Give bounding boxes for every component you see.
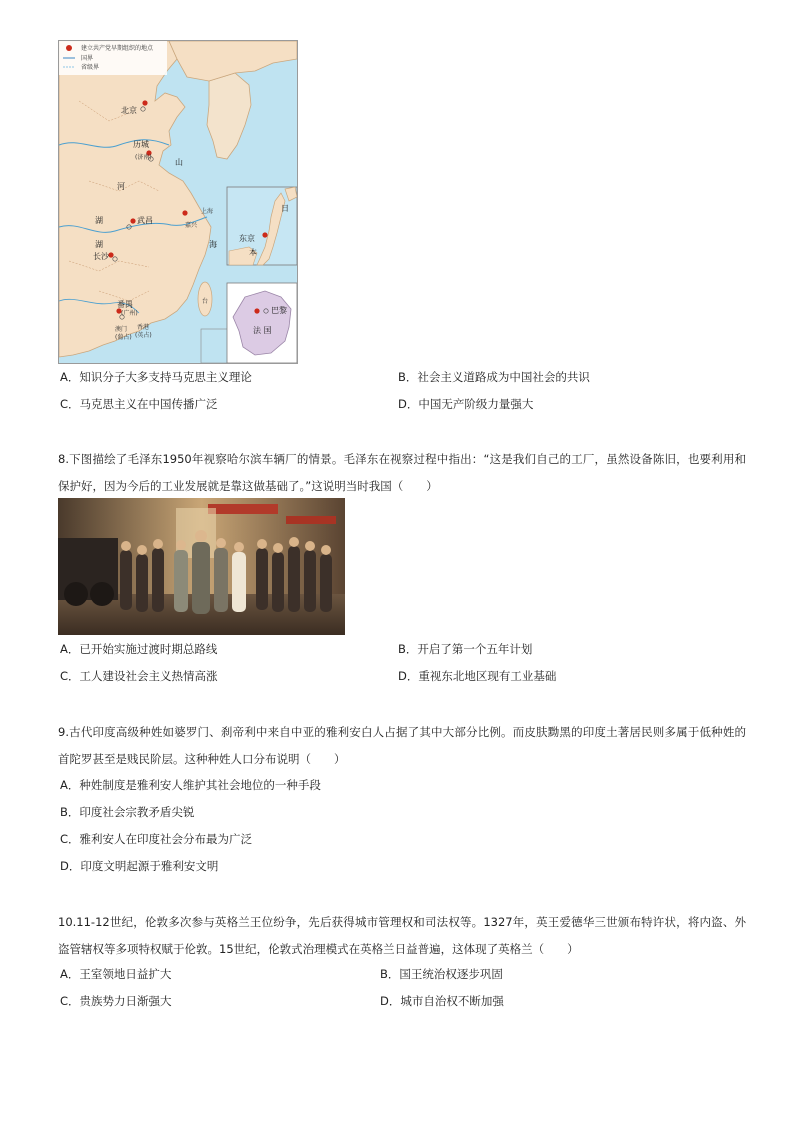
city-licheng: 历城 <box>133 140 149 149</box>
q9-option-a: A．种姓制度是雅利安人维护其社会地位的一种手段 <box>60 778 321 792</box>
city-shanghai: 上海 <box>201 208 214 215</box>
city-aomen-sub: (葡占) <box>115 334 132 341</box>
q9-option-b: B．印度社会宗教矛盾尖锐 <box>60 805 195 819</box>
korea <box>207 73 251 159</box>
city-xianggang-sub: (英占) <box>135 332 152 339</box>
city-xianggang: 香港 <box>137 324 150 331</box>
q8-option-c: C．工人建设社会主义热情高涨 <box>60 669 218 683</box>
city-panyu: 番禺 <box>117 300 133 309</box>
city-beijing: 北京 <box>121 106 137 115</box>
q8-stem: 8.下图描绘了毛泽东1950年视察哈尔滨车辆厂的情景。毛泽东在视察过程中指出：“这是我们自己的工厂，虽然设备陈旧，也要利用和保护好，因为今后的工业发展就是靠这做基础了。”这说明当时我国（ ） <box>58 452 746 493</box>
q9-option-c: C．雅利安人在印度社会分布最为广泛 <box>60 832 253 846</box>
region-shandong: 山 <box>175 158 183 167</box>
historical-map <box>58 40 298 364</box>
factory-inspection-painting <box>58 498 345 635</box>
q9-option-d: D．印度文明起源于雅利安文明 <box>60 859 219 873</box>
city-wuchang: 武昌 <box>137 216 153 225</box>
city-tokyo: 东京 <box>239 234 255 243</box>
city-jinan: (济南) <box>135 154 152 161</box>
region-hubei: 湖 <box>95 216 103 225</box>
region-taiwan: 台 <box>202 298 209 305</box>
q7-option-a: A．知识分子大多支持马克思主义理论 <box>60 370 252 384</box>
q10-stem: 10.11-12世纪，伦敦多次参与英格兰王位纷争，先后获得城市管理权和司法权等。1327年，英王爱德华三世颁布特许状，将内盗、外盗管辖权等多项特权赋于伦敦。15世纪，伦敦式治理模式在英格兰日益普遍，这体现了英格兰（ ） <box>58 915 746 956</box>
legend-provincial-border: 省级界 <box>81 64 100 71</box>
country-japan-1: 日 <box>281 204 289 213</box>
country-france: 法 国 <box>253 326 272 335</box>
q8-option-d: D．重视东北地区现有工业基础 <box>398 669 557 683</box>
region-henan: 河 <box>117 182 125 191</box>
q9-stem: 9.古代印度高级种姓如婆罗门、刹帝利中来自中亚的雅利安白人占据了其中大部分比例。而皮肤黝黑的印度土著居民则多属于低种姓的首陀罗甚至是贱民阶层。这种种姓人口分布说明（ ） <box>58 725 746 766</box>
legend-party-sites: 建立共产党早期组织的地点 <box>81 45 154 52</box>
country-japan-2: 本 <box>249 248 257 257</box>
city-guangzhou: (广州) <box>121 310 138 317</box>
q7-option-b: B．社会主义道路成为中国社会的共识 <box>398 370 590 384</box>
city-paris: 巴黎 <box>271 306 287 315</box>
q10-option-b: B．国王统治权逐步巩固 <box>380 967 503 981</box>
region-hunan: 湖 <box>95 240 103 249</box>
q10-option-c: C．贵族势力日渐强大 <box>60 994 172 1008</box>
q7-option-d: D．中国无产阶级力量强大 <box>398 397 534 411</box>
q7-option-c: C．马克思主义在中国传播广泛 <box>60 397 218 411</box>
region-sea: 海 <box>209 240 217 249</box>
q10-option-a: A．王室领地日益扩大 <box>60 967 172 981</box>
q8-option-a: A．已开始实施过渡时期总路线 <box>60 642 218 656</box>
city-aomen: 澳门 <box>115 326 128 333</box>
city-changsha: 长沙 <box>93 252 109 261</box>
city-jiaxing: 嘉兴 <box>185 222 198 229</box>
q8-option-b: B．开启了第一个五年计划 <box>398 642 533 656</box>
q10-option-d: D．城市自治权不断加强 <box>380 994 504 1008</box>
legend-national-border: 国界 <box>81 55 94 62</box>
